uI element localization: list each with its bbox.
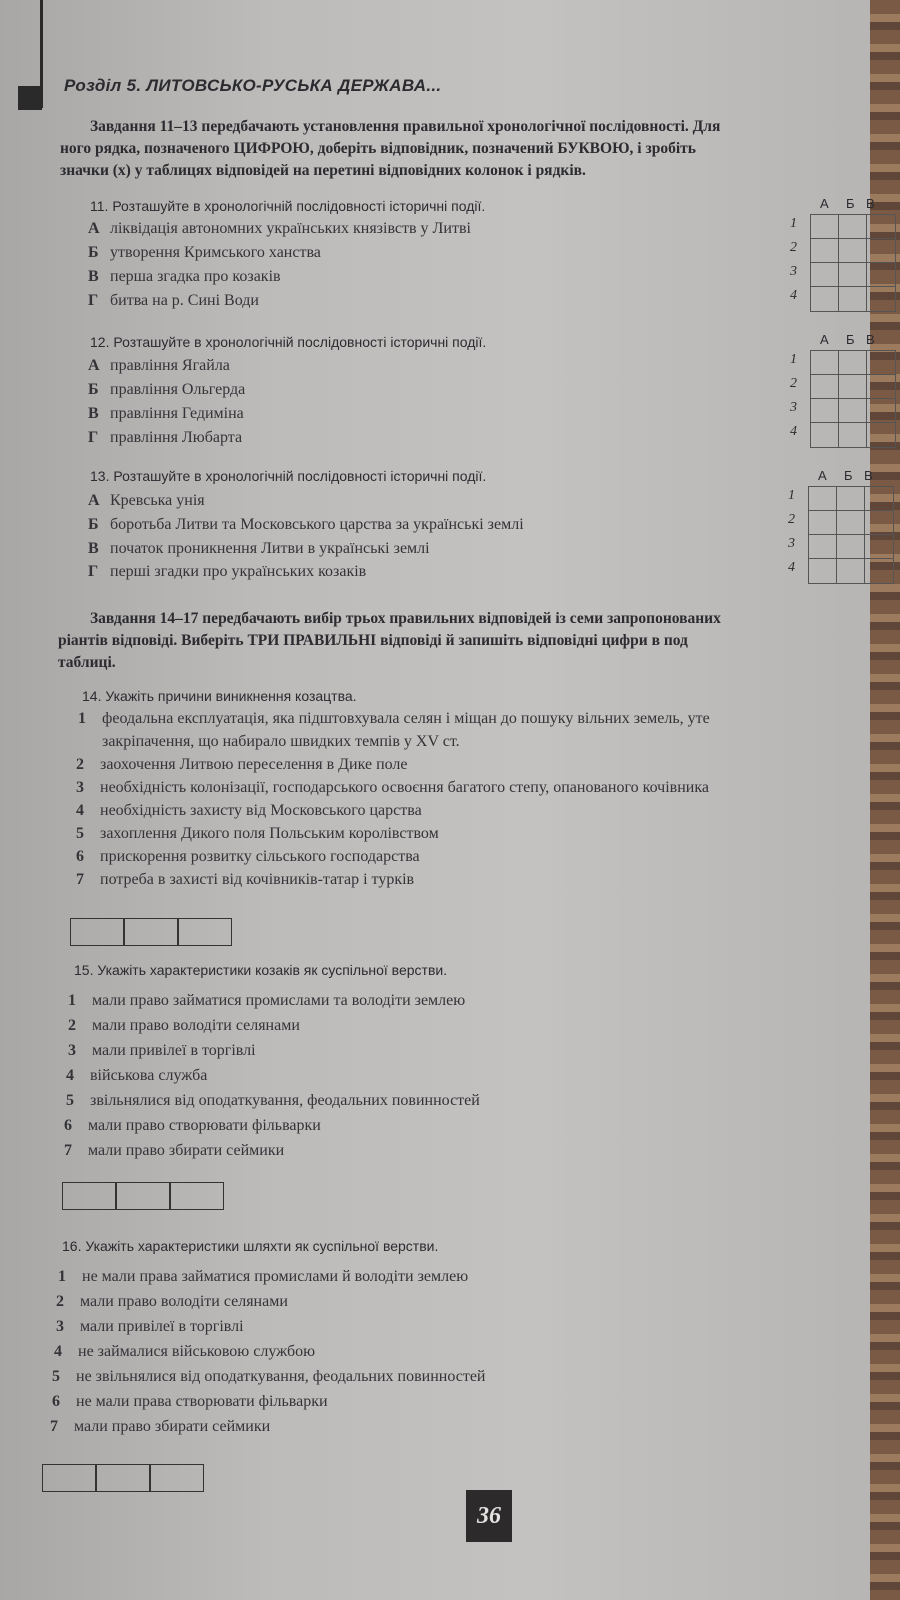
option-number: 6: [76, 848, 84, 865]
option-number: 1: [58, 1268, 66, 1285]
option-row: [76, 779, 709, 797]
answer-box-16[interactable]: [42, 1464, 204, 1492]
option-text: не займалися військовою службою: [78, 1343, 316, 1360]
option-row: [54, 1343, 315, 1361]
option-row: [76, 825, 439, 843]
option-number: 1: [68, 992, 76, 1009]
option-text: закріпачення, що набирало швидких темпів у XV ст.: [102, 733, 460, 750]
grid-col-header: Б: [844, 468, 853, 483]
option-number: 7: [76, 871, 84, 888]
question-15-title: 15. Укажіть характеристики козаків як суспільної верстви.: [74, 962, 448, 978]
option-letter: Б: [88, 381, 99, 398]
option-number: 4: [76, 802, 84, 819]
option-row: [66, 1092, 480, 1110]
option-text: мали привілеї в торгівлі: [92, 1042, 256, 1059]
question-16-title: 16. Укажіть характеристики шляхти як суспільної верстви.: [62, 1238, 439, 1254]
option-row: [88, 516, 524, 534]
option-text: ліквідація автономних українських князівств у Литві: [110, 220, 471, 237]
option-number: 7: [64, 1142, 72, 1159]
option-row: [50, 1418, 270, 1436]
option-text: звільнялися від оподаткування, феодальних повинностей: [90, 1092, 480, 1109]
grid-col-header: Б: [846, 332, 855, 347]
option-row: [76, 871, 414, 889]
grid-row-label: 4: [790, 424, 797, 439]
option-text: правління Ягайла: [110, 357, 230, 374]
option-number: 3: [56, 1318, 64, 1335]
option-letter: Б: [88, 516, 99, 533]
section-title: Розділ 5. ЛИТОВСЬКО-РУСЬКА ДЕРЖАВА...: [64, 76, 442, 95]
grid-cells[interactable]: [810, 350, 896, 448]
option-number: 4: [66, 1067, 74, 1084]
grid-row-label: 3: [790, 400, 797, 415]
option-number: 2: [56, 1293, 64, 1310]
section-marker: [18, 86, 42, 110]
question-12-title: 12. Розташуйте в хронологічній послідовності історичні події.: [90, 334, 487, 350]
grid-col-header: В: [866, 196, 875, 211]
option-text: необхідність колонізації, господарського освоєння багатого степу, опанованого кочівника: [100, 779, 709, 796]
option-row: [88, 381, 245, 399]
grid-row-label: 3: [788, 536, 795, 551]
option-letter: В: [88, 268, 99, 285]
option-text: перша згадка про козаків: [110, 268, 281, 285]
option-text: прискорення розвитку сільського господарства: [100, 848, 420, 865]
option-row: [52, 1393, 328, 1411]
option-row: [76, 756, 408, 774]
grid-row-label: 1: [788, 488, 795, 503]
option-row: [88, 405, 244, 423]
option-row: [68, 992, 465, 1010]
option-letter: В: [88, 540, 99, 557]
option-row: [88, 429, 242, 447]
option-text: правління Ольгерда: [110, 381, 246, 398]
intro-line: ріантів відповіді. Виберіть ТРИ ПРАВИЛЬНІ відповіді й запишіть відповідні цифри в под: [58, 632, 688, 649]
grid-row-label: 1: [790, 352, 797, 367]
option-number: 5: [66, 1092, 74, 1109]
option-row: [68, 1017, 300, 1035]
option-number: 4: [54, 1343, 62, 1360]
option-text: битва на р. Сині Води: [110, 292, 259, 309]
option-text: захоплення Дикого поля Польським королівством: [100, 825, 439, 842]
option-text: Кревська унія: [110, 492, 205, 509]
option-number: 1: [78, 710, 86, 727]
option-text: боротьба Литви та Московського царства за українські землі: [110, 516, 524, 533]
option-text: правління Любарта: [110, 429, 243, 446]
intro-line: Завдання 14–17 передбачають вибір трьох правильних відповідей із семи запропонованих: [90, 610, 721, 627]
option-number: 7: [50, 1418, 58, 1435]
grid-col-header: В: [864, 468, 873, 483]
option-row: [52, 1368, 486, 1386]
option-text: мали право створювати фільварки: [88, 1117, 321, 1134]
option-text: потреба в захисті від кочівників-татар і турків: [100, 871, 415, 888]
option-number: 5: [76, 825, 84, 842]
option-number: 2: [76, 756, 84, 773]
question-13-title: 13. Розташуйте в хронологічній послідовності історичні події.: [90, 468, 487, 484]
answer-grid-11: [790, 196, 900, 316]
option-text: необхідність захисту від Московського царства: [100, 802, 422, 819]
answer-grid-12: [790, 332, 900, 452]
option-number: 2: [68, 1017, 76, 1034]
option-number: 6: [64, 1117, 72, 1134]
option-number: 3: [68, 1042, 76, 1059]
answer-box-15[interactable]: [62, 1182, 224, 1210]
option-row: [88, 292, 259, 310]
intro-line: ного рядка, позначеного ЦИФРОЮ, доберіть відповідник, позначений БУКВОЮ, і зробіть: [60, 140, 696, 157]
option-row: [78, 733, 460, 751]
option-letter: В: [88, 405, 99, 422]
option-row: [56, 1318, 244, 1336]
grid-row-label: 4: [788, 560, 795, 575]
option-text: заохочення Литвою переселення в Дике поле: [100, 756, 408, 773]
option-letter: А: [88, 492, 100, 509]
option-text: військова служба: [90, 1067, 208, 1084]
option-row: [64, 1142, 284, 1160]
option-letter: Г: [88, 429, 99, 446]
option-text: перші згадки про українських козаків: [110, 563, 367, 580]
option-text: правління Гедиміна: [110, 405, 244, 422]
option-letter: А: [88, 220, 100, 237]
option-row: [88, 540, 430, 558]
option-number: 5: [52, 1368, 60, 1385]
option-row: [64, 1117, 321, 1135]
grid-row-label: 3: [790, 264, 797, 279]
page-number: 36: [466, 1490, 512, 1542]
option-text: не мали права займатися промислами й володіти землею: [82, 1268, 469, 1285]
grid-row-label: 2: [788, 512, 795, 527]
option-row: [88, 268, 281, 286]
option-text: мали право збирати сеймики: [74, 1418, 271, 1435]
option-row: [76, 802, 422, 820]
option-row: [88, 492, 205, 510]
grid-row-label: 2: [790, 240, 797, 255]
option-letter: Б: [88, 244, 99, 261]
option-row: [56, 1293, 288, 1311]
option-row: [88, 220, 471, 238]
question-14-title: 14. Укажіть причини виникнення козацтва.: [82, 688, 357, 704]
option-row: [88, 244, 321, 262]
option-row: [76, 848, 420, 866]
option-row: [68, 1042, 256, 1060]
question-11-title: 11. Розташуйте в хронологічній послідовності історичні події.: [90, 198, 486, 214]
option-row: [66, 1067, 207, 1085]
option-row: [78, 710, 710, 728]
option-number: 3: [76, 779, 84, 796]
grid-row-label: 4: [790, 288, 797, 303]
option-text: мали право збирати сеймики: [88, 1142, 285, 1159]
grid-cells[interactable]: [810, 214, 896, 312]
grid-col-header: Б: [846, 196, 855, 211]
grid-col-header: А: [818, 468, 827, 483]
option-text: не мали права створювати фільварки: [76, 1393, 328, 1410]
option-text: мали право володіти селянами: [80, 1293, 288, 1310]
option-text: мали право володіти селянами: [92, 1017, 300, 1034]
option-row: [58, 1268, 468, 1286]
option-text: феодальна експлуатація, яка підштовхувала селян і міщан до пошуку вільних земель, уте: [102, 710, 710, 727]
option-text: мали привілеї в торгівлі: [80, 1318, 244, 1335]
option-letter: А: [88, 357, 100, 374]
intro-line: значки (х) у таблицях відповідей на перетині відповідних колонок і рядків.: [60, 162, 586, 179]
grid-row-label: 1: [790, 216, 797, 231]
grid-row-label: 2: [790, 376, 797, 391]
option-text: початок проникнення Литви в українські землі: [110, 540, 430, 557]
option-number: 6: [52, 1393, 60, 1410]
option-letter: Г: [88, 292, 99, 309]
grid-col-header: В: [866, 332, 875, 347]
answer-grid-13: [788, 468, 898, 588]
option-letter: Г: [88, 563, 99, 580]
option-text: утворення Кримського ханства: [110, 244, 321, 261]
option-text: мали право займатися промислами та володіти землею: [92, 992, 466, 1009]
option-row: [88, 357, 230, 375]
option-text: не звільнялися від оподаткування, феодальних повинностей: [76, 1368, 486, 1385]
intro-line: Завдання 11–13 передбачають установлення правильної хронологічної послідовності. Для: [90, 118, 721, 135]
grid-cells[interactable]: [808, 486, 894, 584]
intro-line: таблиці.: [58, 654, 116, 671]
grid-col-header: А: [820, 196, 829, 211]
grid-col-header: А: [820, 332, 829, 347]
option-row: [88, 563, 366, 581]
answer-box-14[interactable]: [70, 918, 232, 946]
